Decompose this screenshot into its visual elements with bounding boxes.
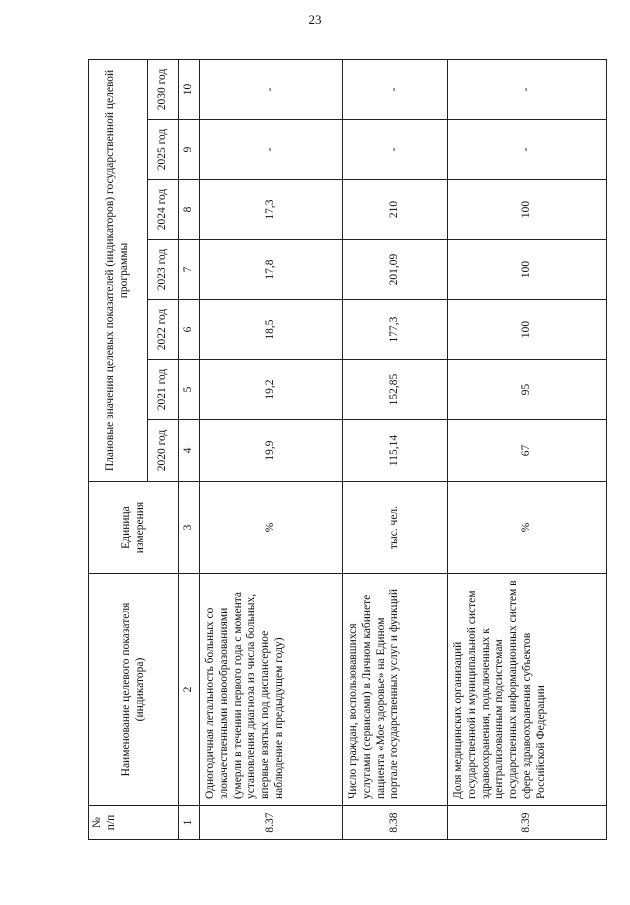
value-cell: 100 — [448, 240, 607, 300]
value-cell: 210 — [343, 180, 448, 240]
row-number: 8.39 — [448, 806, 607, 840]
value-cell: - — [343, 120, 448, 180]
column-number: 8 — [179, 180, 200, 240]
header-year: 2022 год — [148, 300, 179, 360]
table-frame — [88, 60, 566, 840]
row-number: 8.38 — [343, 806, 448, 840]
value-cell: - — [448, 120, 607, 180]
indicator-name: Доля медицинских организаций государственной и муниципальной систем здравоохранения, подключенных к централизованным подсистемам государственных информационных систем в сфере здравоохранения субъектов Российской Федерации — [448, 574, 607, 806]
table-row — [200, 59, 343, 839]
value-cell: 18,5 — [200, 300, 343, 360]
column-number: 9 — [179, 120, 200, 180]
page-number: 23 — [308, 12, 322, 27]
indicator-table — [88, 59, 607, 840]
indicator-table-landscape — [88, 60, 566, 840]
indicator-name: Одногодичная летальность больных со злокачественными новообразованиями (умерли в течении первого года с момента установления диагноза из числа больных, впервые взятых под диспансерное наблюдение в предыдущем году) — [200, 574, 343, 806]
value-cell: 177,3 — [343, 300, 448, 360]
value-cell: 100 — [448, 300, 607, 360]
header-year: 2024 год — [148, 180, 179, 240]
unit-cell: % — [448, 482, 607, 574]
column-number-row — [179, 59, 200, 839]
table-row — [343, 59, 448, 839]
value-cell: - — [200, 120, 343, 180]
value-cell: 100 — [448, 180, 607, 240]
value-cell: 95 — [448, 360, 607, 420]
header-year: 2025 год — [148, 120, 179, 180]
column-number: 5 — [179, 360, 200, 420]
value-cell: 152,85 — [343, 360, 448, 420]
column-number: 7 — [179, 240, 200, 300]
header-year: 2023 год — [148, 240, 179, 300]
unit-cell: тыс. чел. — [343, 482, 448, 574]
column-number: 3 — [179, 482, 200, 574]
header-year: 2030 год — [148, 59, 179, 119]
header-index: № п/п — [89, 806, 179, 840]
value-cell: 67 — [448, 420, 607, 482]
header-year: 2021 год — [148, 360, 179, 420]
column-number: 1 — [179, 806, 200, 840]
header-year: 2020 год — [148, 420, 179, 482]
indicator-name: Число граждан, воспользовавшихся услугами (сервисами) в Личном кабинете пациента «Мое здоровье» на Едином портале государственных услуг и функций — [343, 574, 448, 806]
value-cell: 17,8 — [200, 240, 343, 300]
value-cell: 19,2 — [200, 360, 343, 420]
value-cell: - — [343, 59, 448, 119]
table-row — [448, 59, 607, 839]
column-number: 6 — [179, 300, 200, 360]
value-cell: - — [448, 59, 607, 119]
row-number: 8.37 — [200, 806, 343, 840]
unit-cell: % — [200, 482, 343, 574]
header-planned-values: Плановые значения целевых показателей (индикаторов) государственной целевой программы — [89, 59, 148, 481]
column-number: 4 — [179, 420, 200, 482]
header-unit: Единица измерения — [89, 482, 179, 574]
value-cell: 17,3 — [200, 180, 343, 240]
value-cell: 201,09 — [343, 240, 448, 300]
column-number: 2 — [179, 574, 200, 806]
header-name: Наименование целевого показателя (индикатора) — [89, 574, 179, 806]
value-cell: 115,14 — [343, 420, 448, 482]
value-cell: 19,9 — [200, 420, 343, 482]
value-cell: - — [200, 59, 343, 119]
column-number: 10 — [179, 59, 200, 119]
